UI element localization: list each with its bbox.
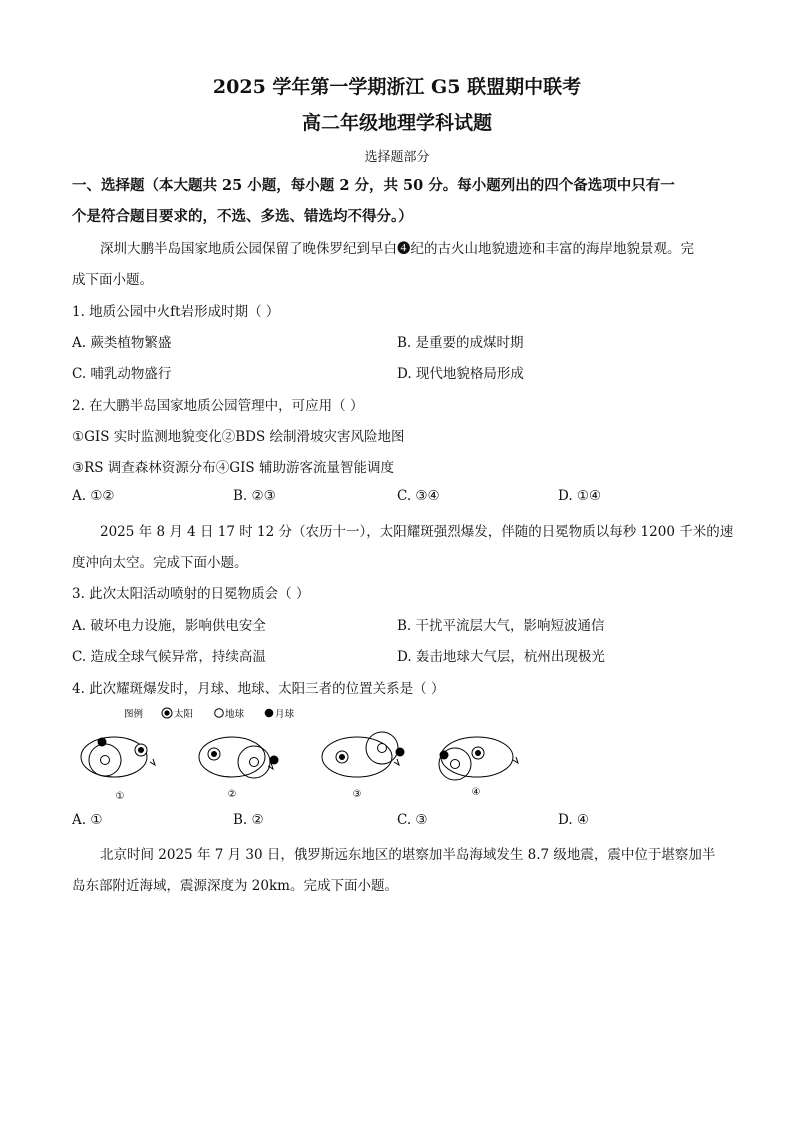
legend-earth-icon	[215, 709, 224, 718]
q4-stem: 4. 此次耀斑爆发时，月球、地球、太阳三者的位置关系是（ ）	[72, 681, 445, 697]
legend-sun-icon	[162, 708, 172, 718]
q3-option-c: C. 造成全球气候异常，持续高温	[72, 649, 266, 665]
diagram-4-sun-icon	[472, 747, 484, 759]
passage2-line-2: 度冲向太空。完成下面小题。	[72, 555, 248, 571]
q1-stem: 1. 地质公园中火ft岩形成时期（ ）	[72, 304, 280, 320]
passage1-line-1: 深圳大鹏半岛国家地质公园保留了晚侏罗纪到早白❹纪的古火山地貌遗迹和丰富的海岸地貌景观。完	[100, 241, 694, 257]
diagram-1-sun-icon	[135, 744, 147, 756]
q2-stem: 2. 在大鹏半岛国家地质公园管理中，可应用（ ）	[72, 398, 364, 414]
q2-option-c: C. ③④	[397, 488, 440, 504]
diagram-2-moon-icon	[270, 756, 279, 765]
q1-option-b: B. 是重要的成煤时期	[397, 335, 524, 351]
instructions-line-2: 个是符合题目要求的，不选、多选、错选均不得分。）	[72, 208, 413, 225]
diagram-3-label: ③	[352, 789, 362, 800]
passage2-line-1: 2025 年 8 月 4 日 17 时 12 分（农历十一），太阳耀斑强烈爆发，伴随的日冕物质以每秒 1200 千米的速	[100, 524, 734, 540]
diagram-3-moon-icon	[396, 748, 405, 757]
diagram-4-earth-icon	[451, 760, 460, 769]
q2-items-line-1: ①GIS 实时监测地貌变化②BDS 绘制滑坡灾害风险地图	[72, 429, 405, 445]
diagram-1	[81, 737, 155, 802]
q1-option-a: A. 蕨类植物繁盛	[72, 335, 172, 351]
diagram-3-sun-icon	[336, 751, 348, 763]
diagram-4	[439, 737, 518, 798]
diagram-2	[199, 737, 279, 800]
instructions-line-1: 一、选择题（本大题共 25 小题，每小题 2 分，共 50 分。每小题列出的四个备选项中只有一	[72, 177, 675, 194]
diagram-1-moon-icon	[98, 738, 107, 747]
q3-option-d: D. 轰击地球大气层，杭州出现极光	[397, 649, 605, 665]
passage3-line-2: 岛东部附近海域，震源深度为 20km。完成下面小题。	[72, 878, 398, 894]
q2-option-a: A. ①②	[72, 488, 115, 504]
passage1-line-2: 成下面小题。	[72, 272, 153, 288]
q4-option-b: B. ②	[233, 812, 264, 828]
diagram-3-earth-icon	[378, 744, 387, 753]
q4-option-c: C. ③	[397, 812, 428, 828]
q1-option-c: C. 哺乳动物盛行	[72, 366, 172, 382]
diagram-2-sun-icon	[208, 748, 220, 760]
q3-option-b: B. 干扰平流层大气，影响短波通信	[397, 618, 605, 634]
legend-moon-icon	[265, 709, 274, 718]
q4-option-a: A. ①	[72, 812, 103, 828]
q2-option-d: D. ①④	[558, 488, 602, 504]
exam-subtitle: 高二年级地理学科试题	[301, 112, 492, 134]
q1-option-d: D. 现代地貌格局形成	[397, 366, 524, 382]
legend-earth-label: 地球	[225, 709, 245, 720]
legend-title: 图例	[124, 709, 144, 720]
diagram-1-earth-icon	[101, 756, 110, 765]
diagram-4-label: ④	[471, 787, 481, 798]
diagram-1-label: ①	[115, 791, 125, 802]
legend-moon-label: 月球	[275, 709, 295, 720]
q3-stem: 3. 此次太阳活动喷射的日冕物质会（ ）	[72, 586, 310, 602]
passage3-line-1: 北京时间 2025 年 7 月 30 日，俄罗斯远东地区的堪察加半岛海域发生 8.7 级地震，震中位于堪察加半	[100, 847, 716, 863]
diagram-4-moon-icon	[440, 751, 449, 760]
diagram-3	[322, 732, 405, 800]
section-label: 选择题部分	[364, 150, 430, 165]
q2-items-line-2: ③RS 调查森林资源分布④GIS 辅助游客流量智能调度	[72, 460, 394, 476]
q2-option-b: B. ②③	[233, 488, 276, 504]
exam-title: 2025 学年第一学期浙江 G5 联盟期中联考	[212, 76, 582, 98]
sun-earth-moon-diagram	[72, 702, 532, 802]
diagram-2-label: ②	[227, 789, 237, 800]
diagram-2-earth-icon	[250, 758, 259, 767]
q3-option-a: A. 破坏电力设施，影响供电安全	[72, 618, 266, 634]
q4-option-d: D. ④	[558, 812, 590, 828]
legend-sun-label: 太阳	[174, 709, 194, 720]
